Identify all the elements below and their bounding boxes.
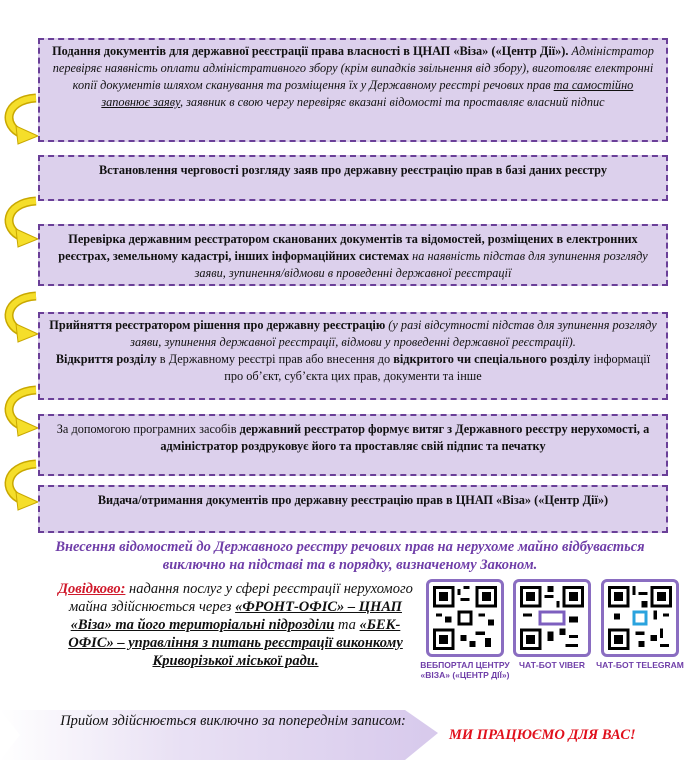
qr-code-icon[interactable] [601,579,679,657]
step-1-text-end: , заявник в свою чергу перевіряє вказані відомості та проставляє власний підпис [179,95,605,109]
reference-front-office: «ФРОНТ-ОФІС» – ЦНАП «Віза» та його територіальні підрозділи [70,599,402,633]
step-5-text: За допомогою програмних засобів [56,422,240,436]
process-step-4 [38,312,668,400]
qr-code-icon[interactable] [513,579,591,657]
step-2-title: Встановлення черговості розгляду заяв про державну реєстрацію прав в базі даних реєстру [98,163,608,177]
step-4-title: Прийняття реєстратором рішення про державну реєстрацію [49,318,386,332]
qr-viber[interactable] [507,579,597,670]
qr-webportal[interactable] [420,579,510,680]
step-1-title: Подання документів для державної реєстрації права власності в ЦНАП «Віза» («Центр Дії»). [52,44,569,58]
step-1-underlined: та самостійно заповнює заяву [101,78,634,109]
reference-block [58,580,413,670]
reference-text-1: надання послуг у сфері реєстрації нерухомого майна здійснюється через [69,581,413,615]
reference-label: Довідково: [58,581,126,597]
step-3-title: Перевірка державним реєстратором сканованих документів та відомостей, розміщених в електронних реєстрах, земельному кадастрі, інших інформаційних системах [58,232,638,263]
slogan: МИ ПРАЦЮЄМО ДЛЯ ВАС! [449,727,636,743]
step-4-italic: (у разі відсутності підстав для зупинення розгляду заяви, зупинення державної реєстрації, відмови у проведенні державної реєстрації). [130,318,657,349]
process-step-6 [38,485,668,533]
qr-telegram-caption: ЧАТ-БОТ TELEGRAM [596,660,684,670]
reference-text-2: та [334,617,360,633]
process-step-2 [38,155,668,201]
qr-webportal-caption: ВЕБПОРТАЛ ЦЕНТРУ «ВІЗА» («ЦЕНТР ДІЇ») [420,660,510,680]
qr-code-icon[interactable] [426,579,504,657]
reference-back-office: «БЕК-ОФІС» – управління з питань реєстрації виконкому Криворізької міської ради. [68,617,403,669]
step-3-text: на наявність підстав для зупинення розгляду заяви, зупинення/відмови в проведенні державної реєстрації [194,249,648,280]
step-1-text: Адміністратор перевіряє наявність оплати адміністративного збору (крім випадків звільнення від збору), виготовляє електронні копії документів шляхом сканування та розміщення їх у Державному реєстрі речових прав [52,44,654,92]
legal-note: Внесення відомостей до Державного реєстру речових прав на нерухоме майно відбувається виключно на підставі та в порядку, визначеному Законом. [55,539,645,573]
step-4-bold-2: Відкриття розділу [55,352,157,366]
step-5-title: державний реєстратор формує витяг з Державного реєстру нерухомості, а адміністратор роздруковує його та проставляє свій підпис та печатку [160,422,650,453]
process-step-3 [38,224,668,286]
step-6-title: Видача/отримання документів про державну реєстрацію прав в ЦНАП «Віза» («Центр Дії») [97,493,609,507]
qr-viber-caption: ЧАТ-БОТ VIBER [519,660,585,670]
appointment-banner-text: Прийом здійснюється виключно за попереднім записом: [60,713,406,729]
step-4-text-2: інформації про об’єкт, суб’єкта цих прав, документи та інше [224,352,651,383]
process-step-5 [38,414,668,476]
step-4-text-1: в Державному реєстрі прав або внесення до [156,352,394,366]
step-4-bold-3: відкритого чи спеціального розділу [393,352,591,366]
process-step-1 [38,38,668,142]
qr-telegram[interactable] [595,579,685,670]
